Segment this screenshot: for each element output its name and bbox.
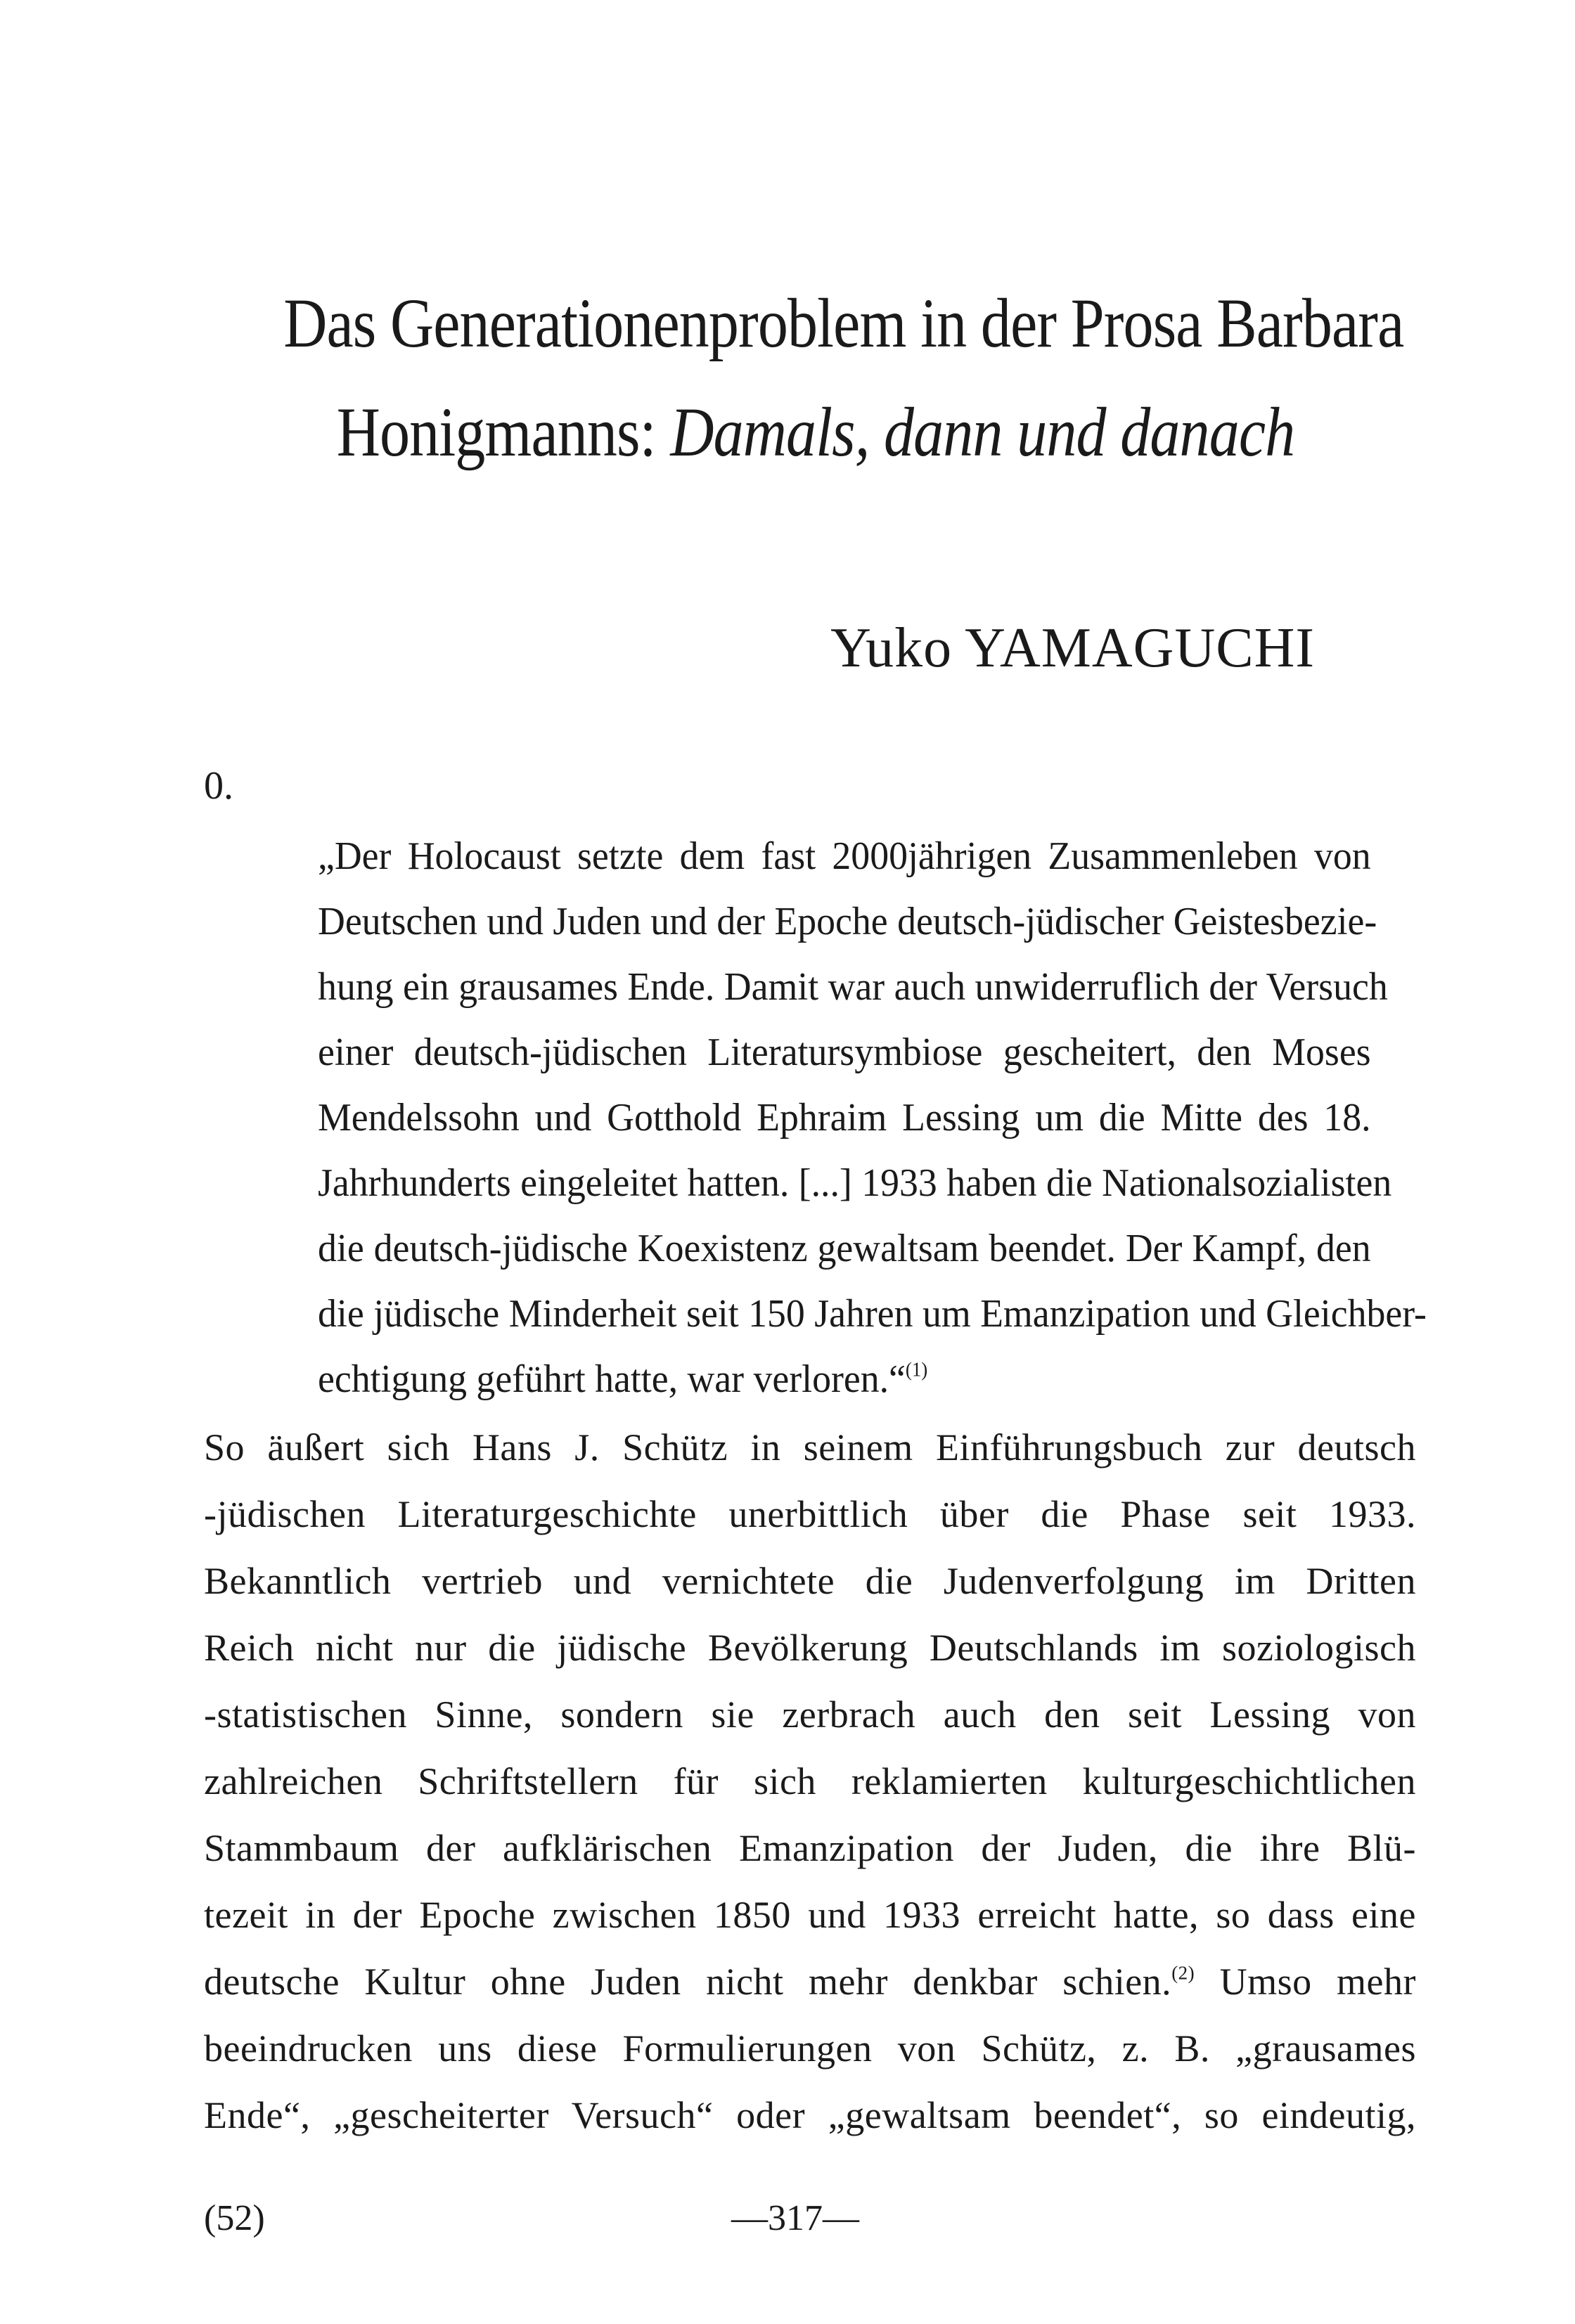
body-line: tezeit in der Epoche zwischen 1850 und 1933 erreicht hatte, so dass eine (204, 1894, 1416, 1936)
page-number: —317— (731, 2198, 859, 2238)
body-line: Stammbaum der aufklärischen Emanzipation der Juden, die ihre Blü- (204, 1827, 1416, 1869)
quote-line: „Der Holocaust setzte dem fast 2000jährigen Zusammenleben von (318, 834, 1371, 878)
quote-line: die jüdische Minderheit seit 150 Jahren um Emanzipation und Gleichber- (318, 1292, 1427, 1336)
article-title-line-1: Das Generationenproblem in der Prosa Barbara (283, 284, 1404, 362)
body-line: Reich nicht nur die jüdische Bevölkerung Deutschlands im soziologisch (204, 1627, 1416, 1669)
quote-line: die deutsch-jüdische Koexistenz gewaltsam beendet. Der Kampf, den (318, 1227, 1371, 1270)
body-line: -jüdischen Literaturgeschichte unerbittlich über die Phase seit 1933. (204, 1493, 1416, 1535)
footnote-ref-2: (2) (1171, 1962, 1195, 1984)
body-line (204, 1963, 1416, 2001)
body-line: So äußert sich Hans J. Schütz in seinem Einführungsbuch zur deutsch (204, 1426, 1416, 1468)
body-line: Ende“, „gescheiterter Versuch“ oder „gewaltsam beendet“, so eindeutig, (204, 2094, 1416, 2136)
quote-line: einer deutsch-jüdischen Literatursymbiose gescheitert, den Moses (318, 1031, 1371, 1074)
quote-last-text: echtigung geführt hatte, war verloren.“ (318, 1357, 906, 1401)
body-line: beeindrucken uns diese Formulierungen von Schütz, z. B. „grausames (204, 2027, 1416, 2070)
quote-line: Deutschen und Juden und der Epoche deutsch-jüdischer Geistesbezie- (318, 900, 1377, 943)
author-name: Yuko YAMAGUCHI (830, 617, 1315, 679)
footnote-ref-1: (1) (905, 1359, 928, 1381)
quote-line (318, 1357, 1371, 1401)
section-number: 0. (204, 764, 233, 808)
body-line-text: Umso mehr (1195, 1961, 1417, 2003)
body-line: -statistischen Sinne, sondern sie zerbrach auch den seit Lessing von (204, 1693, 1416, 1736)
body-line: zahlreichen Schriftstellern für sich reklamierten kulturgeschichtlichen (204, 1760, 1416, 1802)
article-title-line-2 (283, 393, 1348, 471)
quote-line: hung ein grausames Ende. Damit war auch unwiderruflich der Versuch (318, 965, 1388, 1009)
quote-line: Mendelssohn und Gotthold Ephraim Lessing um die Mitte des 18. (318, 1096, 1371, 1140)
title-italic-work: Damals, dann und danach (670, 393, 1295, 471)
quote-line: Jahrhunderts eingeleitet hatten. [...] 1933 haben die Nationalsozialisten (318, 1161, 1392, 1205)
body-line: Bekanntlich vertrieb und vernichtete die Judenverfolgung im Dritten (204, 1560, 1416, 1602)
title-prefix: Honigmanns: (336, 393, 671, 471)
body-line-text: deutsche Kultur ohne Juden nicht mehr denkbar schien. (204, 1961, 1172, 2003)
footer-issue-number: (52) (204, 2198, 265, 2238)
